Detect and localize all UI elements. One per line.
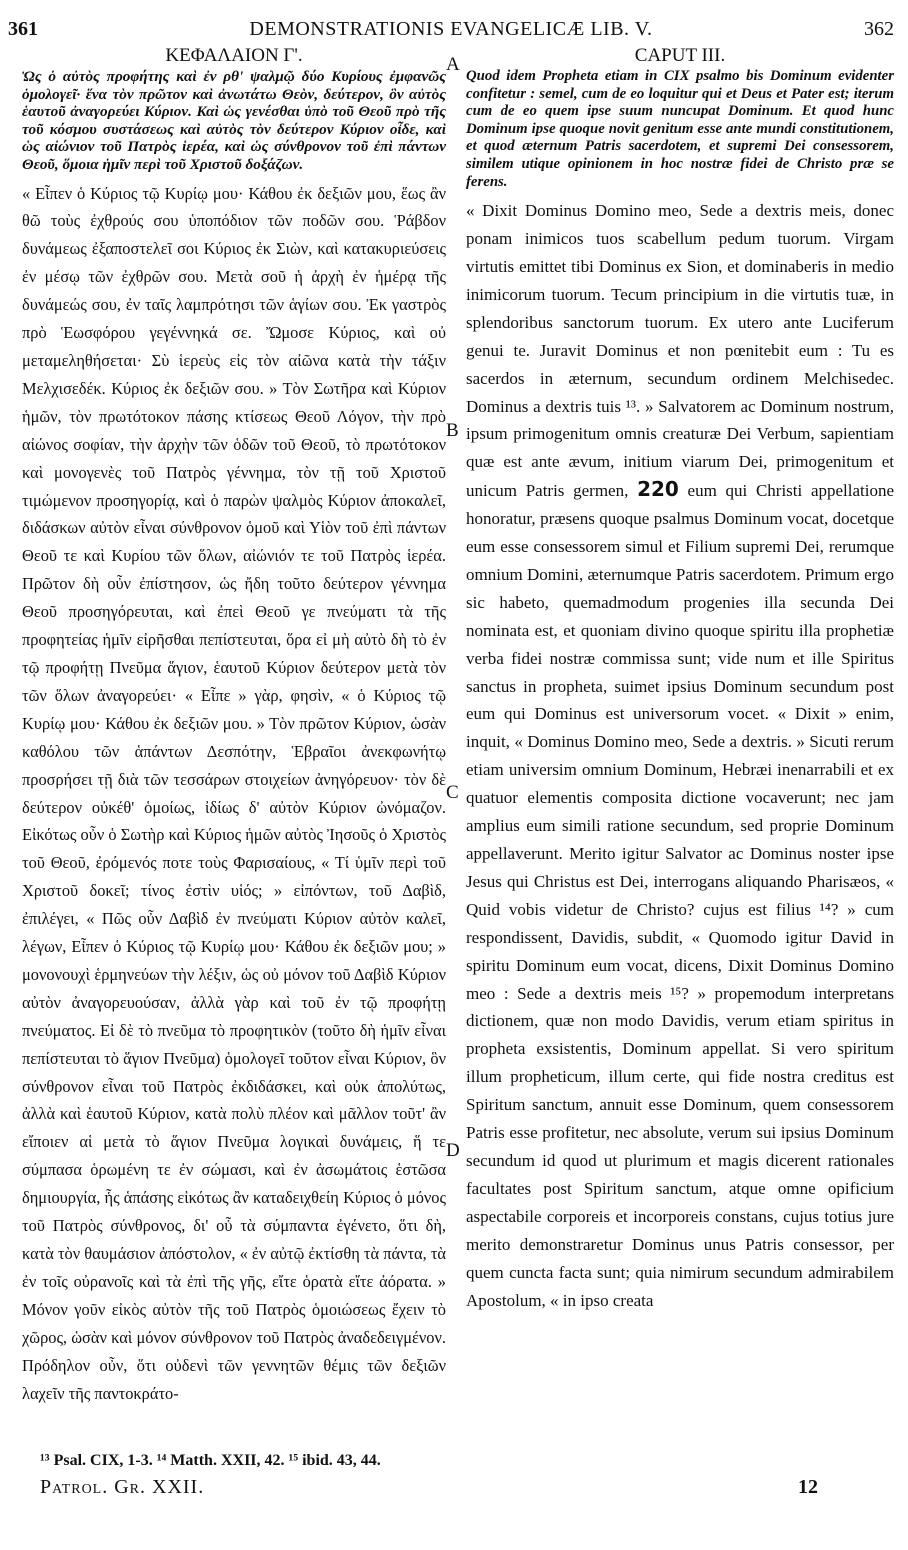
latin-body-text (466, 197, 894, 1314)
margin-marker-d: D (446, 1140, 460, 1161)
latin-chapter-summary: Quod idem Propheta etiam in CIX psalmo bis Dominum evidenter confitetur : semel, cum de eo loquitur qui et Deus et Pater est; iterum cum de eo quem ipse suum nuncupat Dominum. Et quod hunc Dominum ipse quoque novit genitum esse ante mundi constitutionem, et quod æternum Patris sacerdotem, et supremi Dei consessorem, similem utique opinionem in hoc nostræ fidei de Christo præ se ferens. (466, 68, 894, 190)
latin-chapter-heading: CAPUT III. (634, 45, 726, 66)
greek-column (22, 44, 446, 1407)
column-number: 220 (637, 477, 679, 502)
margin-marker-a: A (446, 54, 460, 75)
signature-mark: 12 (798, 1476, 818, 1498)
series-footer: Patrol. Gr. XXII. (40, 1476, 205, 1498)
margin-marker-c: C (446, 782, 459, 803)
running-title: DEMONSTRATIONIS EVANGELICÆ LIB. V. (249, 18, 653, 40)
latin-body-part1: « Dixit Dominus Domino meo, Sede a dextris meis, donec ponam inimicos tuos scabellum pedum tuorum. Virgam virtutis emittet tibi Dominus ex Sion, et dominaberis in medio inimicorum tuorum. Tecum principium in die virtutis tuæ, in splendoribus sanctorum tuorum. Ex utero ante Luciferum genui te. Juravit Dominus et non pœnitebit eum : Tu es sacerdos in æternum, secundum ordinem Melchisedec. Dominus a dextris tuis ¹³. » Salvatorem ac Dominum nostrum, ipsum primogenitum omnis creaturæ Dei Verbum, sapientiam quæ est ante ævum, initium viarum Dei, primogenitum et unicum Patris germen, (466, 201, 894, 501)
margin-marker-b: B (446, 420, 459, 441)
latin-column (466, 44, 894, 1314)
right-page-number: 362 (864, 18, 894, 40)
left-page-number: 361 (8, 18, 38, 40)
running-header (8, 18, 894, 42)
greek-chapter-heading: ΚΕΦΑΛΑΙΟΝ Γ'. (165, 45, 303, 66)
greek-chapter-summary: Ὡς ὁ αὐτὸς προφήτης καὶ ἐν ρθ' ψαλμῷ δύο Κυρίους ἐμφανῶς ὁμολογεῖ· ἕνα τὸν πρῶτον καὶ ἀνωτάτω Θεὸν, δεύτερον, ὃν αὐτὸς ἑαυτοῦ ἀναγορεύει Κύριον. Καὶ ὡς γενέσθαι ὑπὸ τοῦ Θεοῦ πρὸ τῆς τοῦ κόσμου συστάσεως καὶ αὐτὸς τὸν δεύτερον Κύριον οἶδε, καὶ ὡς αἰώνιον τοῦ Πατρὸς ἱερέα, καὶ ὡς σύνθρονον τοῦ ἐπὶ πάντων Θεοῦ, ὅμοια ἡμῖν περὶ τοῦ Χριστοῦ δοξάζων. (22, 68, 446, 173)
greek-body-text: « Εἶπεν ὁ Κύριος τῷ Κυρίῳ μου· Κάθου ἐκ δεξιῶν μου, ἕως ἂν θῶ τοὺς ἐχθρούς σου ὑποπόδιον τῶν ποδῶν σου. Ῥάβδον δυνάμεως ἐξαποστελεῖ σοι Κύριος ἐκ Σιὼν, καὶ κατακυριεύσεις ἐν μέσῳ τῶν ἐχθρῶν σου. Μετὰ σοῦ ἡ ἀρχὴ ἐν ἡμέρᾳ τῆς δυνάμεώς σου, ἐν ταῖς λαμπρότησι τῶν ἁγίων σου. Ἐκ γαστρὸς πρὸ Ἑωσφόρου γεγέννηκά σε. Ὤμοσε Κύριος, καὶ οὐ μεταμεληθήσεται· Σὺ ἱερεὺς εἰς τὸν αἰῶνα κατὰ τὴν τάξιν Μελχισεδέκ. Κύριος ἐκ δεξιῶν σου. » Τὸν Σωτῆρα καὶ Κύριον ἡμῶν, τὸν πρωτότοκον πάσης κτίσεως Θεοῦ Λόγον, τὴν πρὸ αἰώνος σοφίαν, τὴν ἀρχὴν τῶν ὁδῶν τοῦ Θεοῦ, τὸ πρωτότοκον καὶ μονογενὲς τοῦ Πατρὸς γέννημα, τὸν τῇ τοῦ Χριστοῦ τιμώμενον προσηγορίᾳ, καὶ ὁ παρὼν ψαλμὸς Κύριον ἀποκαλεῖ, διδάσκων αὐτὸν εἶναι σύνθρονον ὁμοῦ καὶ Υἱὸν τοῦ ἐπὶ πάντων Θεοῦ τε καὶ Κυρίου τῶν ὅλων, αἰώνιόν τε τοῦ Πατρὸς ἱερέα. Πρῶτον δὴ οὖν ἐπίστησον, ὡς ἤδη τοῦτο δεύτερον γέννημα Θεοῦ προσηγόρευται, καὶ ἐπεὶ Θεοῦ γε πνεύματι τὰ τῆς προφητείας ἡμῖν εἰρῆσθαι πεπίστευται, ὅρα εἰ μὴ αὐτὸ δὴ τὸ ἐν τῷ προφήτῃ Πνεῦμα ἅγιον, ἑαυτοῦ Κύριον δεύτερον μετὰ τὸν τῶν ὅλων ἀναγορεύει· « Εἶπε » γὰρ, φησὶν, « ὁ Κύριος τῷ Κυρίῳ μου· Κάθου ἐκ δεξιῶν μου. » Τὸν πρῶτον Κύριον, ὡσὰν καθόλου τῶν ἁπάντων Δεσπότην, Ἑβραῖοι ἀνεκφωνήτῳ προσρήσει τῇ διὰ τῶν τεσσάρων στοιχείων ἀνηγόρευον· τὸν δὲ δεύτερον οὐκέθ' ὁμοίως, ἰδίως δ' αὐτὸν Κύριον ὠνόμαζον. Εἰκότως οὖν ὁ Σωτὴρ καὶ Κύριος ἡμῶν αὐτὸς Ἰησοῦς ὁ Χριστὸς τοῦ Θεοῦ, ἐρόμενός ποτε τοὺς Φαρισαίους, « Τί ὑμῖν περὶ τοῦ Χριστοῦ δοκεῖ; τίνος ἐστὶν υἱός; » εἰπόντων, τοῦ Δαβὶδ, ἐπιλέγει, « Πῶς οὖν Δαβὶδ ἐν πνεύματι Κύριον αὐτὸν καλεῖ, λέγων, Εἶπεν ὁ Κύριος τῷ Κυρίῳ μου· Κάθου ἐκ δεξιῶν μου; » μονονουχὶ ἑρμηνεύων τὴν λέξιν, ὡς οὐ μόνον τοῦ Δαβὶδ Κύριον αὐτὸν ἀναγορευούσαν, ἀλλὰ γὰρ καὶ τοῦ ἐν τῷ προφήτῃ πνεύματος. Εἰ δὲ τὸ πνεῦμα τὸ προφητικὸν (τοῦτο δὴ ἡμῖν εἶναι πεπίστευται τὸ ἅγιον Πνεῦμα) ὁμολογεῖ τοῦτον εἶναι Κύριον, ὃν σύνθρονον εἶναι τοῦ Πατρὸς ἐκδιδάσκει, καὶ οὐκ ἀπολύτως, ἀλλὰ καὶ ἑαυτοῦ Κύριον, κατὰ πολὺ πλέον καὶ μᾶλλον τοῦτ' ἂν εἴποιεν αἱ μετὰ τὸ ἅγιον Πνεῦμα λογικαὶ δυνάμεις, ἥ τε σύμπασα ὁρωμένη τε ἐν σώμασι, καὶ ἐν ἀσωμάτοις ἑστῶσα δημιουργία, ἧς ἁπάσης εἰκότως ἂν καταδειχθείη Κύριος ὁ μόνος τοῦ Πατρὸς σύνθρονος, δι' οὗ τὰ σύμπαντα ἐγένετο, ὅτι δὴ, κατὰ τὸν θαυμάσιον ἀπόστολον, « ἐν αὐτῷ ἐκτίσθη τὰ πάντα, τὰ ἐν τοῖς οὐρανοῖς καὶ τὰ ἐπὶ τῆς γῆς, εἴτε ὁρατὰ εἴτε ἀόρατα. » Μόνον γοῦν εἰκὸς αὐτὸν τῆς τοῦ Πατρὸς ὁμοιώσεως ἔχειν τὸ χῶρος, ὡσὰν καὶ μόνον σύνθρονον τοῦ Πατρὸς ἀναδεδειγμένον. Πρόδηλον οὖν, ὅτι οὐδενὶ τῶν γεννητῶν θέμις τῶν δεξιῶν λαχεῖν τῆς παντοκράτο- (22, 183, 447, 1403)
latin-body-part2: eum qui Christi appellatione honoratur, præsens quoque psalmus Dominum vocat, docetque eum esse consessorem simul et Filium supremi Dei, rerumque omnium Domini, æternumque Patris sacerdotem. Primum ergo sic habeto, quemadmodum progenies illa secunda Dei nominata est, et quoniam divino quoque spiritu illa prophetiæ verba fidei nostræ commissa sunt; vide num et ille Spiritus sanctus in propheta, suimet ipsius Dominum secundum post eum qui Dominus est universorum vocet. « Dixit » enim, inquit, « Dominus Domino meo, Sede a dextris. » Sicuti rerum etiam universim omnium Dominum, Hebræi inenarrabili et ex quatuor elementis composita dictione vocaverunt; nec jam amplius eum simili ratione secundum, sed proprie Dominum appellaverunt. Merito igitur Salvator ac Dominus noster ipse Jesus qui Christus est Dei, interrogans aliquando Pharisæos, « Quid vobis videtur de Christo? cujus est filius ¹⁴? » cum respondissent, Davidis, subdit, « Quomodo igitur David in spiritu Dominum eum vocat, dicens, Dixit Dominus Domino meo : Sede a dextris meis ¹⁵? » propemodum interpretans dictionem, quæ non modo Davidis, verum etiam spiritus in propheta exsistentis, Dominum appellat. Si vero spiritum illum propheticum, illum certe, qui fide nostra creditus est Spiritum sanctum, annuit esse Dominum, quem consessorem Patris esse profitetur, nec absolute, verum sui ipsius Dominum secundum id quod ut plurimum et magis dicerent rationales facultates post Spiritum sanctum, atque omne opificium aspectabile corporeis et incorporeis constans, cujus totius jure merito demonstraretur Dominus unus Patris consessor, per quem cuncta facta sunt; quia nimirum secundum admirabilem Apostolum, « in ipso creata (466, 481, 895, 1310)
footnotes: ¹³ Psal. CIX, 1-3. ¹⁴ Matth. XXII, 42. ¹⁵ ibid. 43, 44. (40, 1452, 381, 1469)
